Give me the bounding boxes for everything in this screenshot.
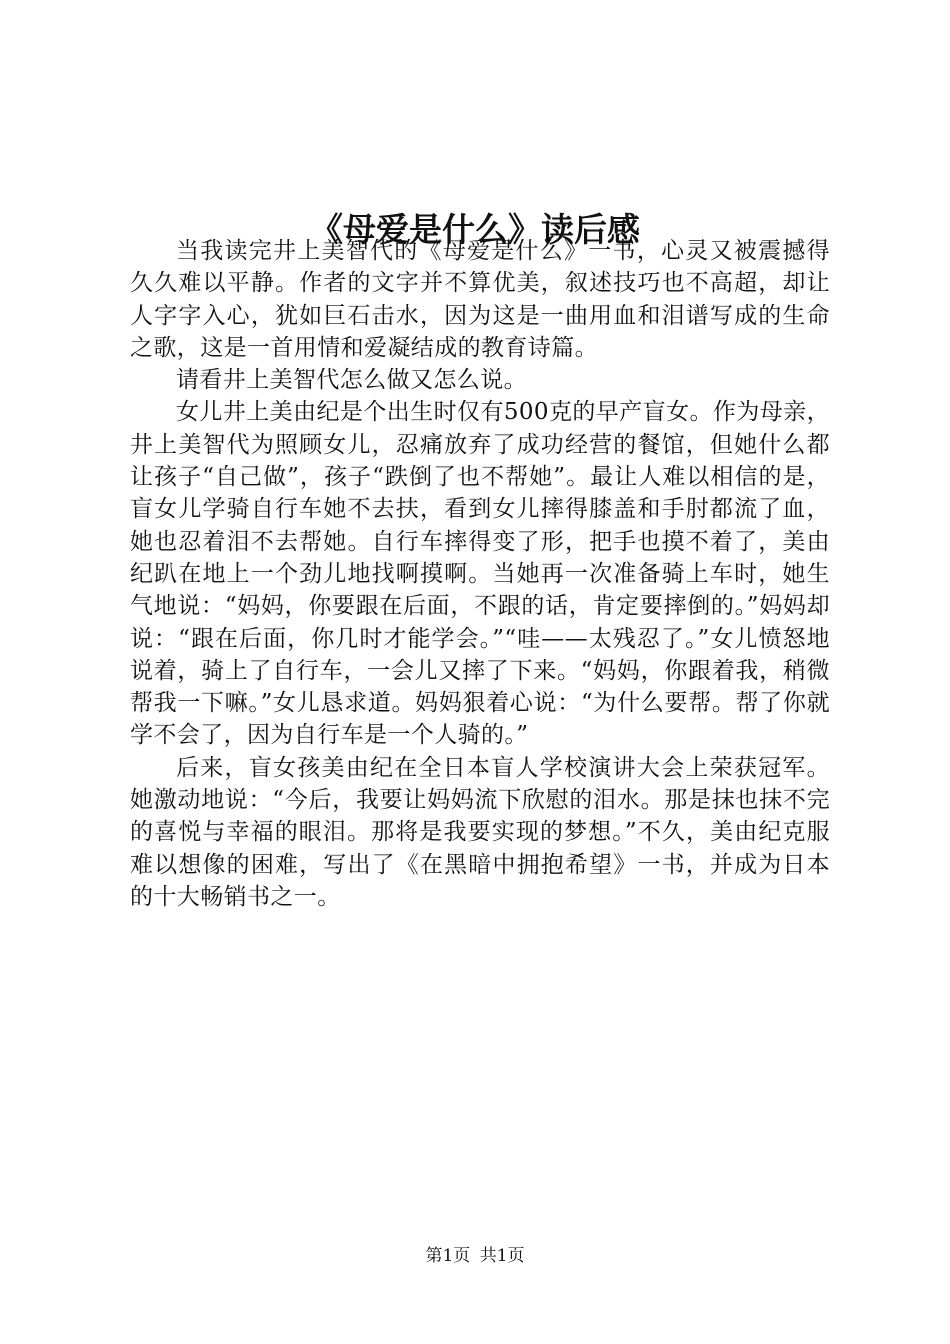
- essay-body: [130, 235, 830, 913]
- paragraph-2: 请看井上美智代怎么做又怎么说。: [176, 367, 527, 394]
- page-number-footer: 第1页 共1页: [425, 1246, 525, 1266]
- paragraph-3: 女儿井上美由纪是个出生时仅有500克的早产盲女。作为母亲，井上美智代为照顾女儿，忍痛放弃了成功经营的餐馆，但她什么都让孩子“自己做”，孩子“跌倒了也不帮她”。最让人难以相信的是，盲女儿学骑自行车她不去扶，看到女儿摔得膝盖和手肘都流了血，她也忍着泪不去帮她。自行车摔得变了形，把手也摸不着了，美由纪趴在地上一个劲儿地找啊摸啊。当她再一次准备骑上车时，她生气地说：“妈妈，你要跟在后面，不跟的话，肯定要摔倒的。”妈妈却说：“跟在后面，你几时才能学会。”“哇——太残忍了。”女儿愤怒地说着，骑上了自行车，一会儿又摔了下来。“妈妈，你跟着我，稍微帮我一下嘛。”女儿恳求道。妈妈狠着心说：“为什么要帮。帮了你就学不会了，因为自行车是一个人骑的。”: [130, 399, 830, 749]
- page-title: 《母爱是什么》读后感: [310, 210, 640, 250]
- paragraph-4: 后来，盲女孩美由纪在全日本盲人学校演讲大会上荣获冠军。她激动地说：“今后，我要让妈妈流下欣慰的泪水。那是抹也抹不完的喜悦与幸福的眼泪。那将是我要实现的梦想。”不久，美由纪克服难以想像的困难，写出了《在黑暗中拥抱希望》一书，并成为日本的十大畅销书之一。: [130, 754, 830, 910]
- paragraph-1: 当我读完井上美智代的《母爱是什么》一书，心灵又被震撼得久久难以平静。作者的文字并不算优美，叙述技巧也不高超，却让人字字入心，犹如巨石击水，因为这是一曲用血和泪谱写成的生命之歌，这是一首用情和爱凝结成的教育诗篇。: [130, 238, 830, 361]
